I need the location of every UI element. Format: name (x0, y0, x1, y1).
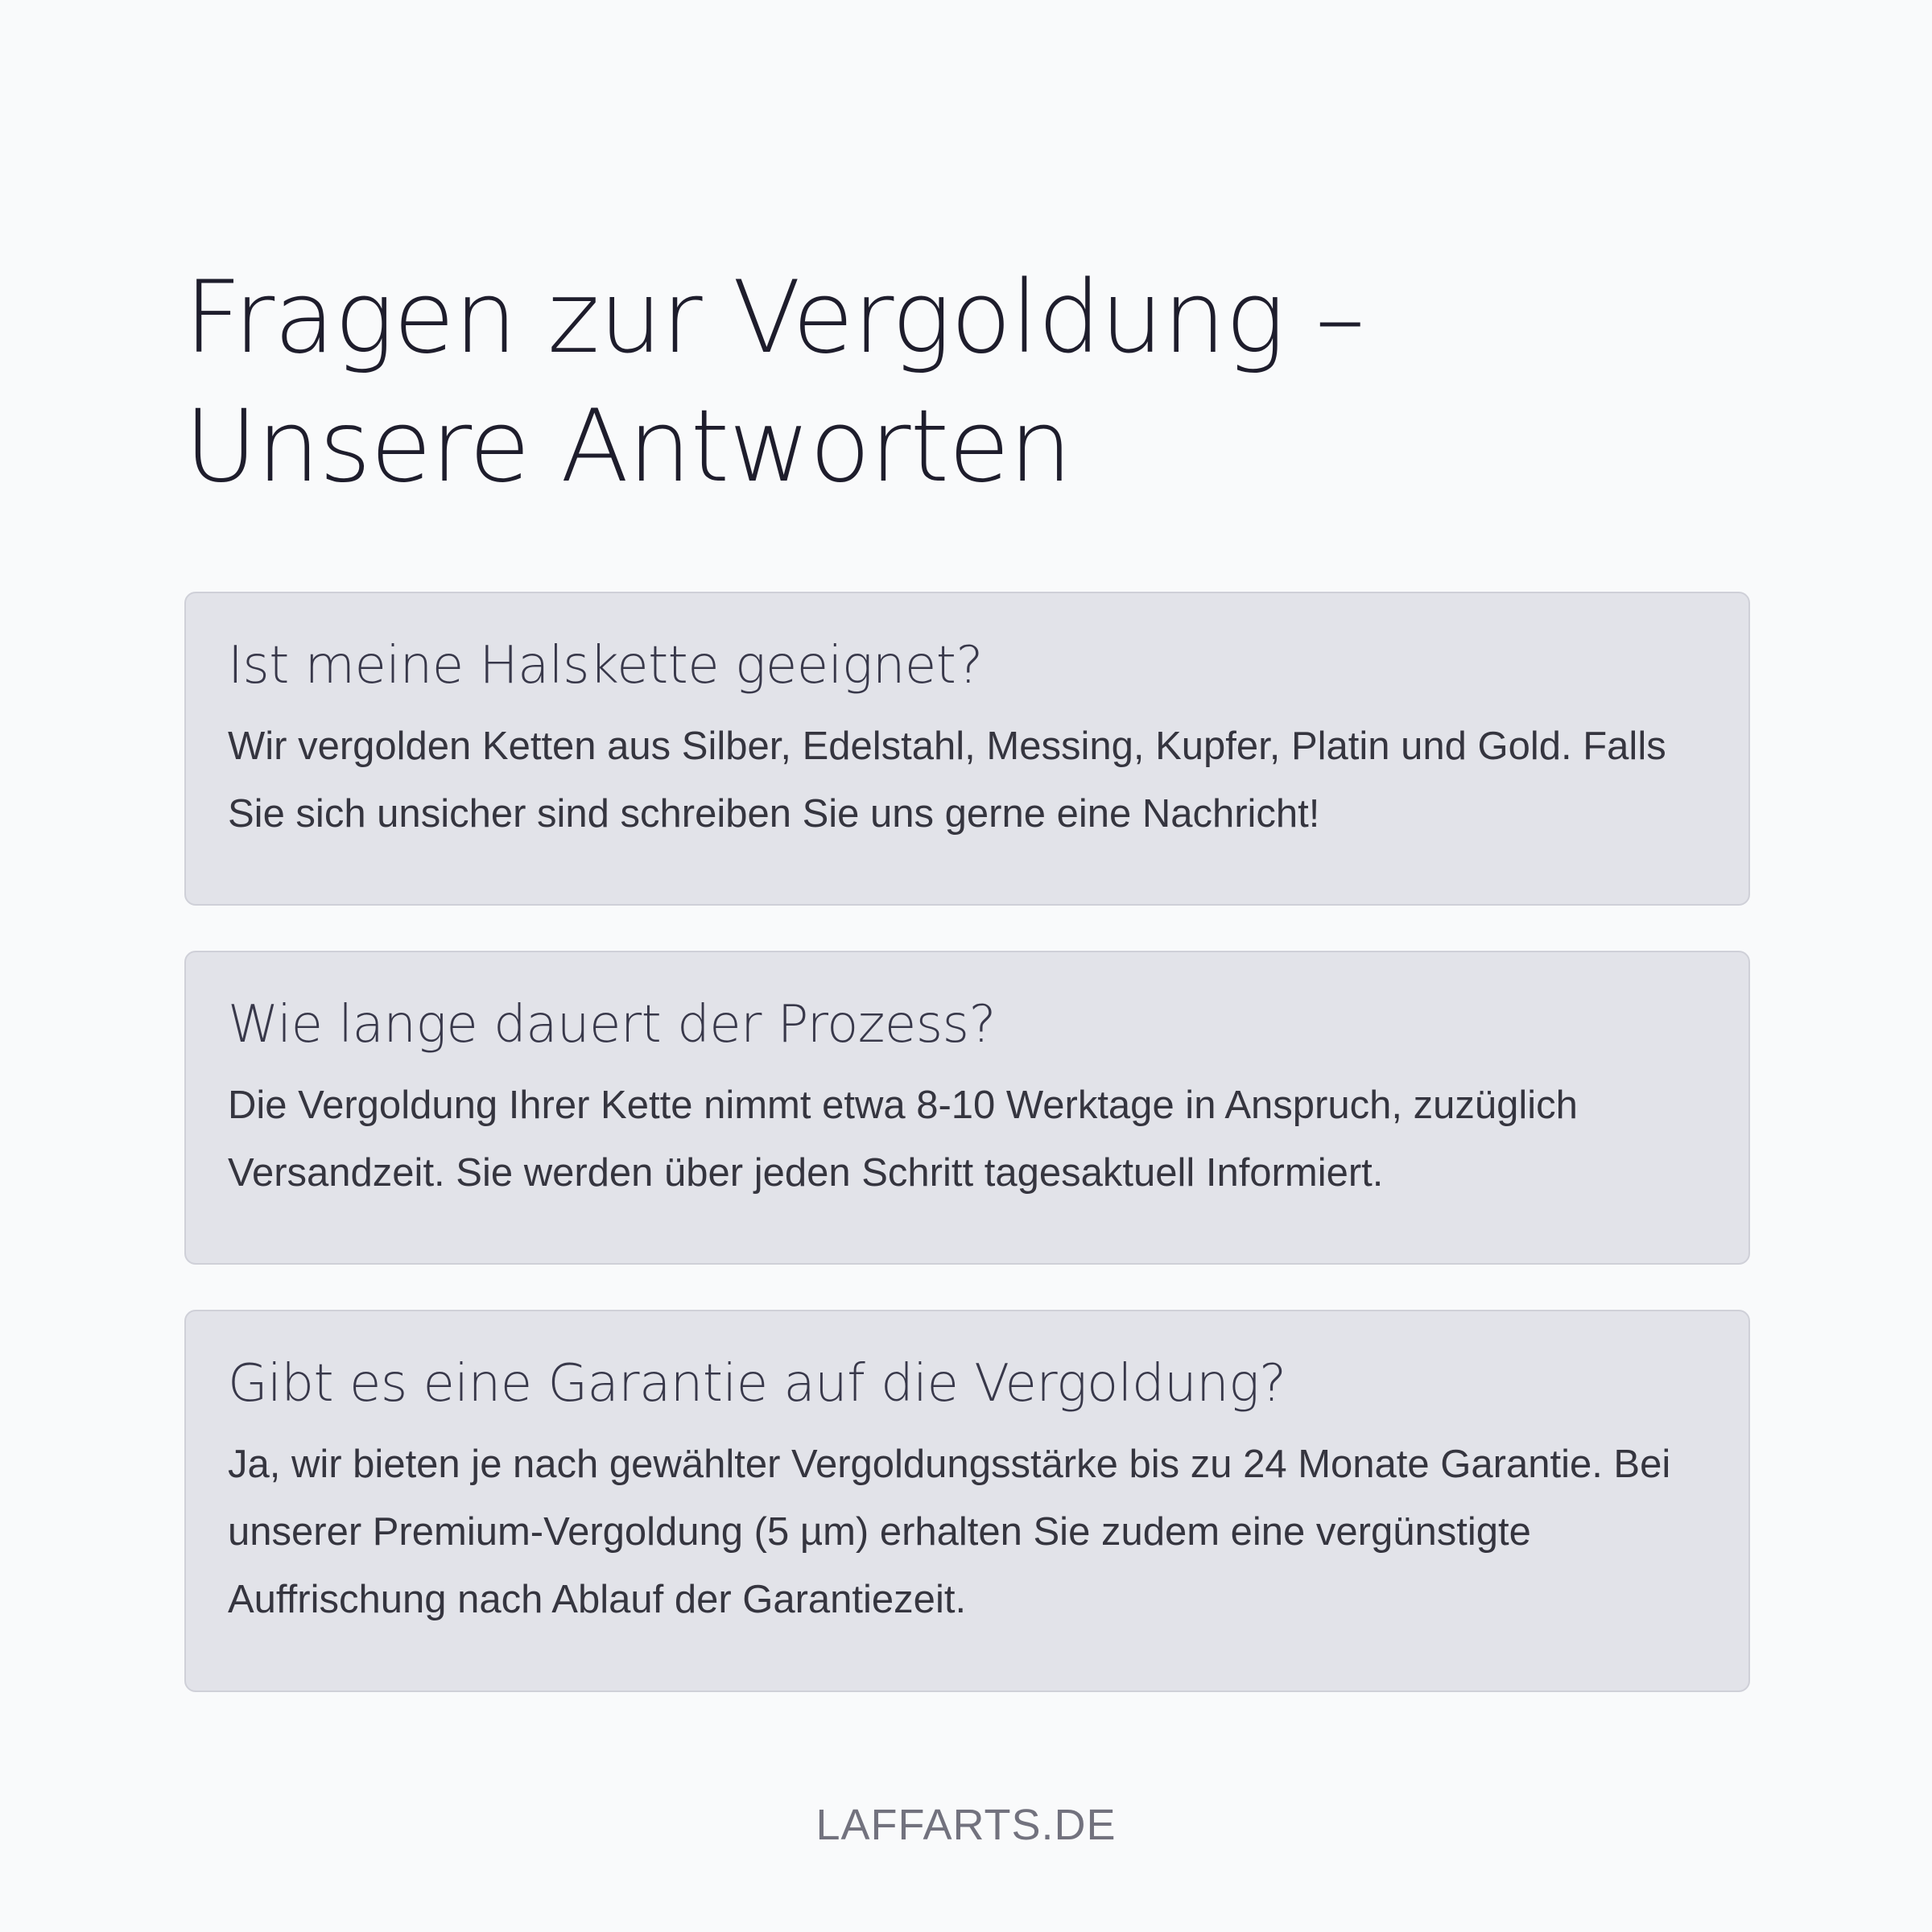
page-title-line-2: Unsere Antworten (184, 389, 1071, 505)
faq-question: Wie lange dauert der Prozess? (228, 995, 996, 1055)
faq-card-warranty (184, 1310, 1750, 1692)
faq-answer: Die Vergoldung Ihrer Kette nimmt etwa 8-10 Werktage in Anspruch, zuzüglich Versandzeit. Sie werden über jeden Schritt tagesaktuell Informiert. (228, 1084, 1578, 1195)
faq-question: Ist meine Halskette geeignet? (228, 636, 983, 696)
faq-card-suitability (184, 592, 1750, 906)
faq-question: Gibt es eine Garantie auf die Vergoldung? (228, 1354, 1286, 1414)
faq-answer: Ja, wir bieten je nach gewählter Vergoldungsstärke bis zu 24 Monate Garantie. Bei unserer Premium-Vergoldung (5 µm) erhalten Sie zudem eine vergünstigte Auffrischung nach Ablauf der Garantiezeit. (228, 1443, 1671, 1621)
faq-list (184, 592, 1750, 1737)
page-title (184, 254, 1714, 511)
faq-answer: Wir vergolden Ketten aus Silber, Edelstahl, Messing, Kupfer, Platin und Gold. Falls Sie sich unsicher sind schreiben Sie uns gerne eine Nachricht! (228, 724, 1666, 836)
footer-brand: LAFFARTS.DE (815, 1801, 1117, 1849)
faq-card-duration (184, 951, 1750, 1265)
page-title-line-1: Fragen zur Vergoldung – (184, 260, 1364, 376)
